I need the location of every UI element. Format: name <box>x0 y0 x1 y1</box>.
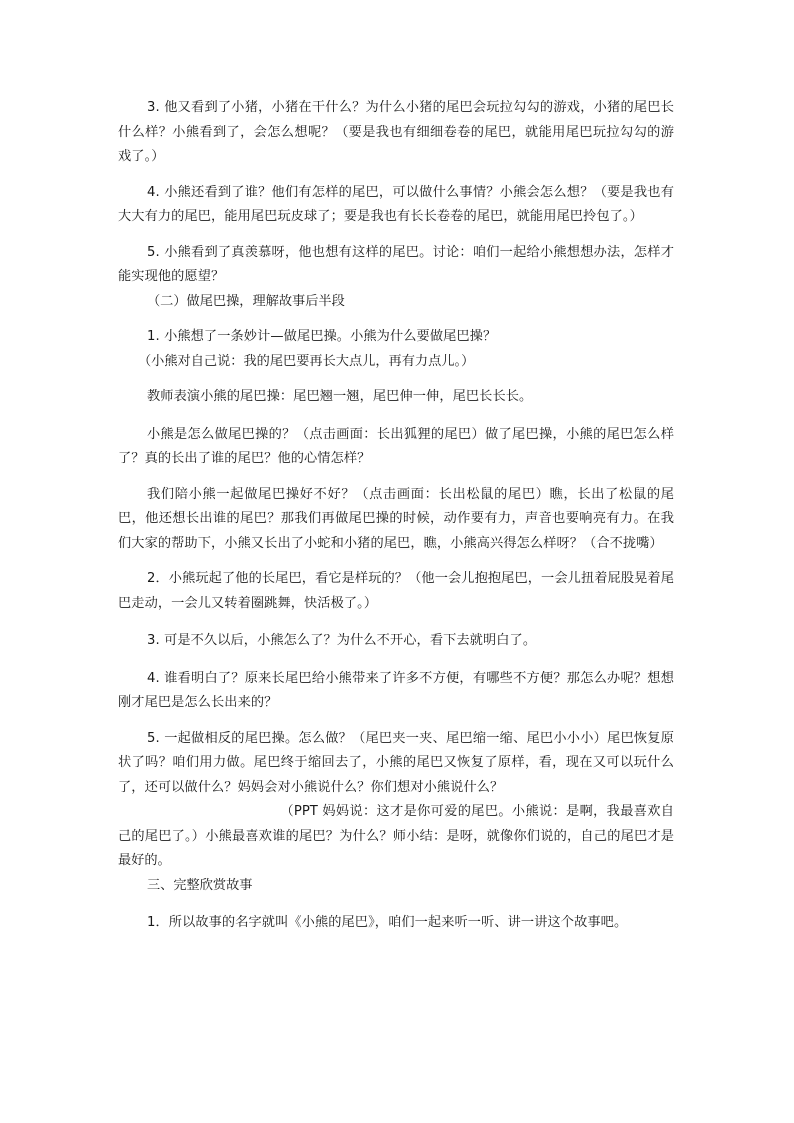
document-body <box>118 96 674 936</box>
paragraph-squirrel-tail: 我们陪小熊一起做尾巴操好不好？（点击画面：长出松鼠的尾巴）瞧，长出了松鼠的尾巴，他还想长出谁的尾巴？那我们再做尾巴操的时候，动作要有力，声音也要响亮有力。在我们大家的帮助下，小熊又长出了小蛇和小猪的尾巴，瞧，小熊高兴得怎么样呀？（合不拢嘴） <box>118 486 674 551</box>
paragraph-step-4-others: 4. 小熊还看到了谁？他们有怎样的尾巴，可以做什么事情？小熊会怎么想？（要是我也有大大有力的尾巴，能用尾巴玩皮球了；要是我也有长长卷卷的尾巴，就能用尾巴拎包了。） <box>118 184 674 224</box>
paragraph-teacher-demo: 教师表演小熊的尾巴操：尾巴翘一翘，尾巴伸一伸，尾巴长长长。 <box>147 389 533 404</box>
section-heading-full-story: 三、完整欣赏故事 <box>147 877 253 893</box>
paragraph-playing-tail: 2．小熊玩起了他的长尾巴，看它是样玩的？（他一会儿抱抱尾巴，一会儿扭着屁股晃着尾巴走动，一会儿又转着圈跳舞，快活极了。） <box>118 571 674 611</box>
paragraph-bear-quote: （小熊对自己说：我的尾巴要再长大点儿，再有力点儿。） <box>138 353 475 369</box>
paragraph-step-5-discussion: 5. 小熊看到了真羡慕呀，他也想有这样的尾巴。讨论：咱们一起给小熊想想办法，怎样才能实现他的愿望？ <box>118 244 674 284</box>
paragraph-ppt-mother <box>118 800 674 874</box>
paragraph-story-title: 1．所以故事的名字就叫《小熊的尾巴》，咱们一起来听一听、讲一讲这个故事吧。 <box>147 915 628 930</box>
paragraph-step-3-piglet: 3. 他又看到了小猪，小猪在干什么？为什么小猪的尾巴会玩拉勾勾的游戏，小猪的尾巴长什么样？小熊看到了，会怎么想呢？（要是我也有细细卷卷的尾巴，就能用尾巴玩拉勾勾的游戏了。） <box>118 100 674 164</box>
paragraph-unhappy: 3. 可是不久以后，小熊怎么了？为什么不开心，看下去就明白了。 <box>147 633 537 648</box>
paragraph-inconvenience: 4. 谁看明白了？原来长尾巴给小熊带来了许多不方便，有哪些不方便？那怎么办呢？想想刚才尾巴是怎么长出来的？ <box>118 670 674 710</box>
paragraph-fox-tail: 小熊是怎么做尾巴操的？（点击画面：长出狐狸的尾巴）做了尾巴操，小熊的尾巴怎么样了？真的长出了谁的尾巴？他的心情怎样？ <box>118 426 674 466</box>
paragraph-tail-exercise-1: 1. 小熊想了一条妙计—做尾巴操。小熊为什么要做尾巴操？ <box>147 329 497 344</box>
section-heading-tail-exercise: （二）做尾巴操，理解故事后半段 <box>147 293 345 309</box>
paragraph-reverse-exercise: 5. 一起做相反的尾巴操。怎么做？（尾巴夹一夹、尾巴缩一缩、尾巴小小小）尾巴恢复原状了吗？咱们用力做。尾巴终于缩回去了，小熊的尾巴又恢复了原样，看，现在又可以玩什么了，还可以做什么？妈妈会对小熊说什么？你们想对小熊说什么？ <box>118 730 674 795</box>
ppt-mother-text: （PPT 妈妈说：这才是你可爱的尾巴。小熊说：是啊，我最喜欢自己的尾巴了。）小熊最喜欢谁的尾巴？为什么？师小结：是呀，就像你们说的，自己的尾巴才是最好的。 <box>118 804 674 868</box>
